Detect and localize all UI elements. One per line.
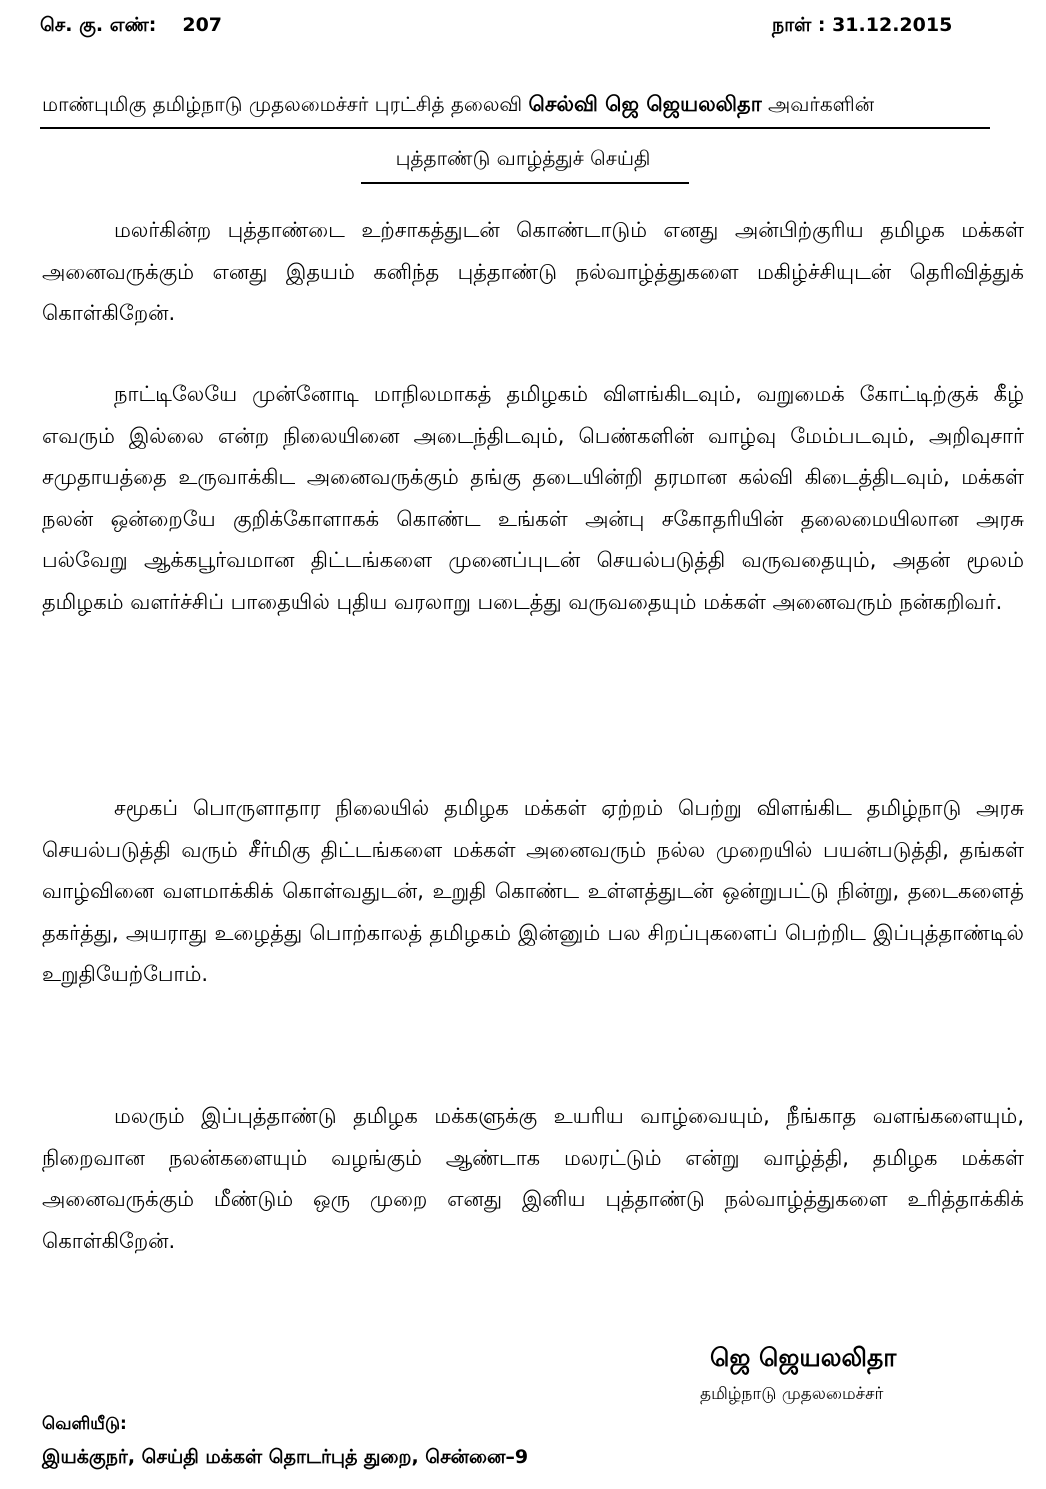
reference-value: 207 bbox=[182, 14, 223, 36]
release-label: வெளியீடு: bbox=[42, 1414, 127, 1434]
reference-label: செ. கு. எண்: bbox=[40, 14, 157, 36]
signatory-title: தமிழ்நாடு முதலமைச்சர் bbox=[700, 1384, 884, 1404]
reference-number bbox=[40, 14, 222, 39]
release-issuer: இயக்குநர், செய்தி மக்கள் தொடர்புத் துறை, சென்னை–9 bbox=[42, 1446, 529, 1468]
heading-name: செல்வி ஜெ ஜெயலலிதா bbox=[528, 92, 762, 116]
release-date: நாள் : 31.12.2015 bbox=[772, 14, 953, 36]
subtitle-underline bbox=[361, 182, 689, 184]
heading-prefix: மாண்புமிகு தமிழ்நாடு முதலமைச்சர் புரட்சித் தலைவி bbox=[42, 92, 523, 116]
heading-underline bbox=[40, 127, 990, 129]
paragraph-1: மலர்கின்ற புத்தாண்டை உற்சாகத்துடன் கொண்டாடும் எனது அன்பிற்குரிய தமிழக மக்கள் அனைவருக்கும் எனது இதயம் கனிந்த புத்தாண்டு நல்வாழ்த்துகளை மகிழ்ச்சியுடன் தெரிவித்துக் கொள்கிறேன். bbox=[42, 218, 1024, 325]
document-heading bbox=[42, 92, 992, 119]
paragraph-2: நாட்டிலேயே முன்னோடி மாநிலமாகத் தமிழகம் விளங்கிடவும், வறுமைக் கோட்டிற்குக் கீழ் எவரும் இல்லை என்ற நிலையினை அடைந்திடவும், பெண்களின் வாழ்வு மேம்படவும், அறிவுசார் சமுதாயத்தை உருவாக்கிட அனைவருக்கும் தங்கு தடையின்றி தரமான கல்வி கிடைத்திடவும், மக்கள் நலன் ஒன்றையே குறிக்கோளாகக் கொண்ட உங்கள் அன்பு சகோதரியின் தலைமையிலான அரசு பல்வேறு ஆக்கபூர்வமான திட்டங்களை முனைப்புடன் செயல்படுத்தி வருவதையும், அதன் மூலம் தமிழகம் வளர்ச்சிப் பாதையில் புதிய வரலாறு படைத்து வருவதையும் மக்கள் அனைவரும் நன்கறிவர். bbox=[42, 382, 1024, 614]
paragraph-4: மலரும் இப்புத்தாண்டு தமிழக மக்களுக்கு உயரிய வாழ்வையும், நீங்காத வளங்களையும், நிறைவான நலன்களையும் வழங்கும் ஆண்டாக மலரட்டும் என்று வாழ்த்தி, தமிழக மக்கள் அனைவருக்கும் மீண்டும் ஒரு முறை எனது இனிய புத்தாண்டு நல்வாழ்த்துகளை உரித்தாக்கிக் கொள்கிறேன். bbox=[42, 1104, 1024, 1253]
signatory-name: ஜெ ஜெயலலிதா bbox=[710, 1343, 897, 1372]
document-subtitle: புத்தாண்டு வாழ்த்துச் செய்தி bbox=[395, 146, 651, 170]
paragraph-3: சமூகப் பொருளாதார நிலையில் தமிழக மக்கள் ஏற்றம் பெற்று விளங்கிட தமிழ்நாடு அரசு செயல்படுத்தி வரும் சீர்மிகு திட்டங்களை மக்கள் அனைவரும் நல்ல முறையில் பயன்படுத்தி, தங்கள் வாழ்வினை வளமாக்கிக் கொள்வதுடன், உறுதி கொண்ட உள்ளத்துடன் ஒன்றுபட்டு நின்று, தடைகளைத் தகர்த்து, அயராது உழைத்து பொற்காலத் தமிழகம் இன்னும் பல சிறப்புகளைப் பெற்றிட இப்புத்தாண்டில் உறுதியேற்போம். bbox=[42, 796, 1024, 986]
heading-suffix: அவர்களின் bbox=[768, 92, 875, 116]
